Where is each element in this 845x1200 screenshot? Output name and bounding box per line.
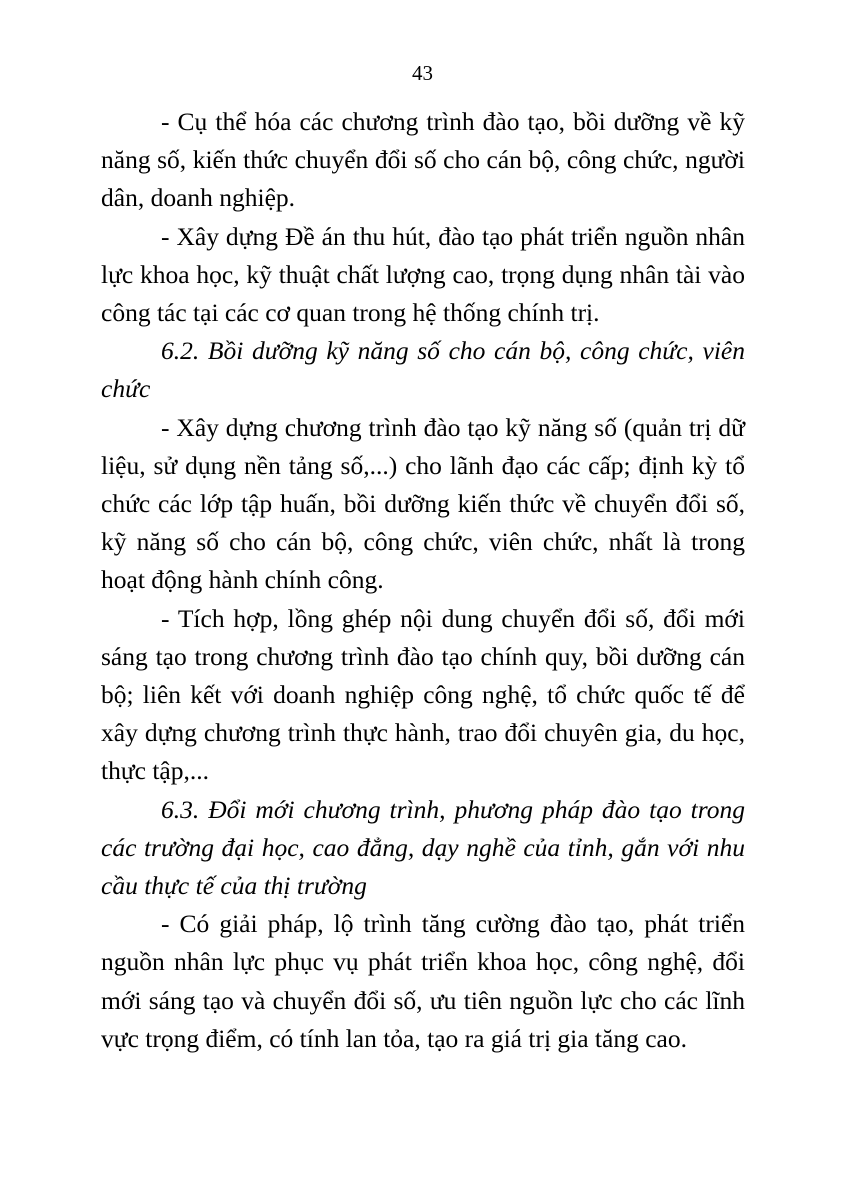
section-heading-6-2: 6.2. Bồi dưỡng kỹ năng số cho cán bộ, công chức, viên chức [101,336,745,404]
bullet-paragraph-talent-attraction: - Xây dựng Đề án thu hút, đào tạo phát triển nguồn nhân lực khoa học, kỹ thuật chất lượng cao, trọng dụng nhân tài vào công tác tại các cơ quan trong hệ thống chính trị. [101,221,745,328]
bullet-paragraph-leadership-training: - Xây dựng chương trình đào tạo kỹ năng số (quản trị dữ liệu, sử dụng nền tảng số,...) cho lãnh đạo các cấp; định kỳ tổ chức các lớp tập huấn, bồi dưỡng kiến thức về chuyển đổi số, kỹ năng số cho cán bộ, công chức, viên chức, nhất là trong hoạt động hành chính công. [101,412,745,595]
section-heading-6-3: 6.3. Đổi mới chương trình, phương pháp đào tạo trong các trường đại học, cao đẳng, dạy nghề của tỉnh, gắn với nhu cầu thực tế của thị trường [101,794,745,901]
bullet-paragraph-digital-skills-training: - Cụ thể hóa các chương trình đào tạo, bồi dưỡng về kỹ năng số, kiến thức chuyển đổi số cho cán bộ, công chức, người dân, doanh nghiệp. [101,107,745,213]
document-body [101,103,745,1058]
page-number: 43 [412,61,433,85]
bullet-paragraph-curriculum-integration: - Tích hợp, lồng ghép nội dung chuyển đổi số, đổi mới sáng tạo trong chương trình đào tạo chính quy, bồi dưỡng cán bộ; liên kết với doanh nghiệp công nghệ, tổ chức quốc tế để xây dựng chương trình thực hành, trao đổi chuyên gia, du học, thực tập,... [101,603,745,786]
bullet-paragraph-workforce-roadmap: - Có giải pháp, lộ trình tăng cường đào tạo, phát triển nguồn nhân lực phục vụ phát triển khoa học, công nghệ, đổi mới sáng tạo và chuyển đổi số, ưu tiên nguồn lực cho các lĩnh vực trọng điểm, có tính lan tỏa, tạo ra giá trị gia tăng cao. [101,909,745,1053]
